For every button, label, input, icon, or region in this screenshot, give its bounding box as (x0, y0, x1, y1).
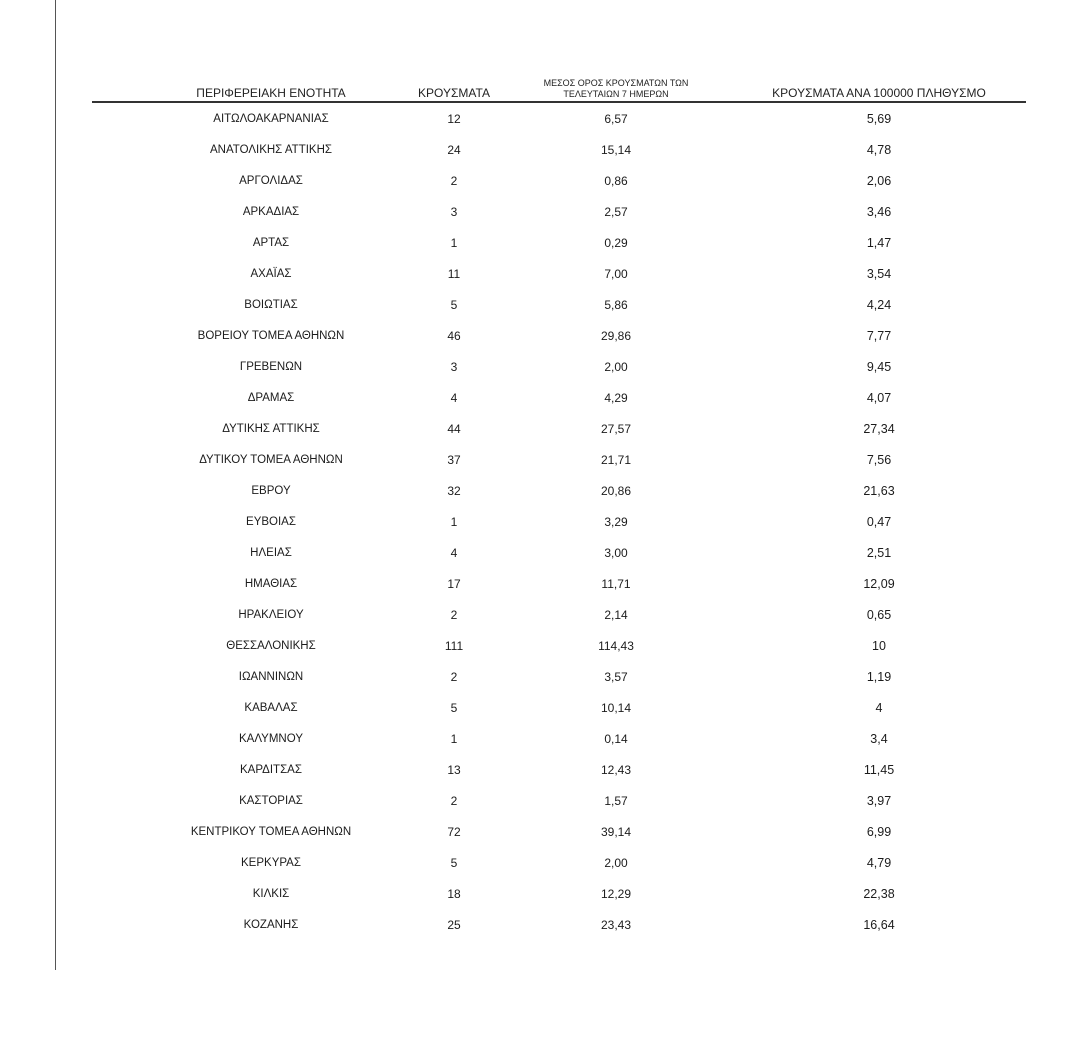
table-row (92, 816, 1026, 847)
cell-cases-per-100k: 0,65 (866, 608, 892, 622)
cell-seven-day-average: 3,29 (604, 515, 628, 529)
left-margin-rule (55, 0, 56, 970)
cell-seven-day-average: 7,00 (604, 267, 628, 281)
cell-cases-per-100k: 10 (872, 639, 886, 653)
cell-region: ΑΧΑΪΑΣ (250, 268, 292, 280)
cell-seven-day-average: 3,57 (604, 670, 628, 684)
table-row (92, 568, 1026, 599)
cell-cases: 1 (450, 515, 458, 529)
cell-seven-day-average: 12,43 (600, 763, 632, 777)
table-row (92, 630, 1026, 661)
cell-region: ΑΙΤΩΛΟΑΚΑΡΝΑΝΙΑΣ (213, 113, 329, 125)
cell-region: ΑΡΤΑΣ (252, 237, 290, 249)
cell-region: ΕΒΡΟΥ (251, 485, 291, 497)
cell-cases-per-100k: 7,56 (866, 453, 892, 467)
cell-cases-per-100k: 1,19 (866, 670, 892, 684)
header-cases-per-100k: ΚΡΟΥΣΜΑΤΑ ΑΝΑ 100000 ΠΛΗΘΥΣΜΟ (772, 86, 986, 100)
cell-region: ΗΜΑΘΙΑΣ (244, 578, 298, 590)
cell-region: ΚΕΡΚΥΡΑΣ (241, 857, 301, 869)
cell-cases-per-100k: 1,47 (866, 236, 892, 250)
cell-cases: 11 (447, 267, 461, 281)
cell-cases: 5 (450, 856, 458, 870)
table-row (92, 785, 1026, 816)
cell-cases: 25 (447, 918, 461, 932)
cell-cases: 24 (447, 143, 461, 157)
cell-cases-per-100k: 3,46 (866, 205, 892, 219)
cell-region: ΒΟΙΩΤΙΑΣ (244, 299, 298, 311)
table-row (92, 847, 1026, 878)
cell-seven-day-average: 23,43 (600, 918, 632, 932)
cell-cases-per-100k: 11,45 (863, 763, 895, 777)
cell-cases: 5 (450, 298, 458, 312)
cell-cases-per-100k: 6,99 (866, 825, 892, 839)
table-row (92, 537, 1026, 568)
cell-cases-per-100k: 4,78 (866, 143, 892, 157)
cell-seven-day-average: 10,14 (600, 701, 632, 715)
cell-region: ΔΥΤΙΚΟΥ ΤΟΜΕΑ ΑΘΗΝΩΝ (199, 454, 343, 466)
cell-cases-per-100k: 27,34 (863, 422, 895, 436)
cell-cases: 12 (447, 112, 461, 126)
header-region: ΠΕΡΙΦΕΡΕΙΑΚΗ ΕΝΟΤΗΤΑ (196, 86, 346, 100)
table-row (92, 382, 1026, 413)
cell-seven-day-average: 0,14 (604, 732, 628, 746)
cell-region: ΚΑΒΑΛΑΣ (244, 702, 298, 714)
cell-region: ΒΟΡΕΙΟΥ ΤΟΜΕΑ ΑΘΗΝΩΝ (197, 330, 345, 342)
cell-seven-day-average: 1,57 (604, 794, 628, 808)
cell-cases: 17 (447, 577, 461, 591)
cell-seven-day-average: 0,29 (604, 236, 628, 250)
cell-cases: 2 (450, 608, 458, 622)
cell-seven-day-average: 29,86 (600, 329, 632, 343)
table-row (92, 351, 1026, 382)
table-row (92, 258, 1026, 289)
table-row (92, 723, 1026, 754)
cell-seven-day-average: 39,14 (600, 825, 632, 839)
cell-seven-day-average: 114,43 (598, 639, 634, 653)
cell-region: ΚΑΣΤΟΡΙΑΣ (239, 795, 303, 807)
cell-cases: 46 (447, 329, 461, 343)
cell-cases-per-100k: 7,77 (866, 329, 892, 343)
table-row (92, 103, 1026, 134)
table-row (92, 444, 1026, 475)
cell-seven-day-average: 2,00 (604, 856, 628, 870)
header-cases: ΚΡΟΥΣΜΑΤΑ (418, 86, 490, 100)
cell-cases: 18 (447, 887, 461, 901)
cell-cases: 72 (447, 825, 461, 839)
table-row (92, 909, 1026, 940)
cell-region: ΚΙΛΚΙΣ (252, 888, 290, 900)
cell-seven-day-average: 2,57 (604, 205, 628, 219)
cell-region: ΚΟΖΑΝΗΣ (243, 919, 299, 931)
table-row (92, 754, 1026, 785)
table-header (92, 70, 1026, 103)
table-row (92, 134, 1026, 165)
header-avg-line-2: ΤΕΛΕΥΤΑΙΩΝ 7 ΗΜΕΡΩΝ (563, 89, 669, 99)
table-row (92, 320, 1026, 351)
cell-cases-per-100k: 5,69 (866, 112, 892, 126)
cell-region: ΑΡΚΑΔΙΑΣ (242, 206, 300, 218)
cell-seven-day-average: 0,86 (604, 174, 628, 188)
cell-region: ΚΑΡΔΙΤΣΑΣ (240, 764, 302, 776)
cell-region: ΔΡΑΜΑΣ (247, 392, 295, 404)
cell-seven-day-average: 6,57 (604, 112, 628, 126)
cell-seven-day-average: 20,86 (600, 484, 632, 498)
cell-region: ΚΑΛΥΜΝΟΥ (239, 733, 303, 745)
cell-region: ΑΝΑΤΟΛΙΚΗΣ ΑΤΤΙΚΗΣ (209, 144, 332, 156)
table-row (92, 165, 1026, 196)
table-row (92, 289, 1026, 320)
cell-cases: 2 (450, 174, 458, 188)
cell-cases-per-100k: 4,24 (866, 298, 892, 312)
table-row (92, 878, 1026, 909)
header-avg-line-1: ΜΕΣΟΣ ΟΡΟΣ ΚΡΟΥΣΜΑΤΩΝ ΤΩΝ (543, 78, 689, 88)
table-row (92, 227, 1026, 258)
cell-cases: 37 (447, 453, 461, 467)
cell-region: ΙΩΑΝΝΙΝΩΝ (238, 671, 304, 683)
table-row (92, 475, 1026, 506)
header-seven-day-average (506, 78, 726, 100)
cell-seven-day-average: 27,57 (600, 422, 632, 436)
cell-cases: 3 (450, 360, 458, 374)
cell-cases-per-100k: 16,64 (863, 918, 895, 932)
table-row (92, 692, 1026, 723)
cell-cases-per-100k: 12,09 (863, 577, 895, 591)
cell-region: ΗΛΕΙΑΣ (250, 547, 292, 559)
cell-cases-per-100k: 0,47 (866, 515, 892, 529)
cell-cases: 1 (450, 236, 458, 250)
cell-cases: 2 (450, 794, 458, 808)
table-row (92, 196, 1026, 227)
cell-region: ΗΡΑΚΛΕΙΟΥ (238, 609, 304, 621)
cell-cases: 44 (447, 422, 461, 436)
cell-cases-per-100k: 21,63 (863, 484, 895, 498)
cell-cases-per-100k: 3,97 (866, 794, 892, 808)
cases-table (92, 70, 1026, 940)
cell-cases-per-100k: 22,38 (863, 887, 895, 901)
cell-cases: 32 (447, 484, 461, 498)
cell-cases-per-100k: 2,51 (866, 546, 892, 560)
cell-cases-per-100k: 9,45 (866, 360, 892, 374)
table-row (92, 661, 1026, 692)
cell-cases: 111 (444, 639, 464, 653)
cell-seven-day-average: 2,14 (604, 608, 628, 622)
table-row (92, 506, 1026, 537)
cell-region: ΑΡΓΟΛΙΔΑΣ (239, 175, 303, 187)
cell-cases-per-100k: 4 (875, 701, 883, 715)
cell-cases: 4 (450, 391, 458, 405)
cell-cases-per-100k: 4,07 (866, 391, 892, 405)
cell-seven-day-average: 5,86 (604, 298, 628, 312)
cell-region: ΕΥΒΟΙΑΣ (246, 516, 296, 528)
cell-seven-day-average: 21,71 (600, 453, 632, 467)
cell-region: ΚΕΝΤΡΙΚΟΥ ΤΟΜΕΑ ΑΘΗΝΩΝ (190, 826, 352, 838)
cell-seven-day-average: 4,29 (604, 391, 628, 405)
cell-seven-day-average: 12,29 (600, 887, 632, 901)
cell-cases: 13 (447, 763, 461, 777)
cell-cases: 3 (450, 205, 458, 219)
cell-cases: 2 (450, 670, 458, 684)
table-row (92, 413, 1026, 444)
cell-seven-day-average: 3,00 (604, 546, 628, 560)
table-row (92, 599, 1026, 630)
cell-seven-day-average: 2,00 (604, 360, 628, 374)
cell-cases: 4 (450, 546, 458, 560)
cell-cases-per-100k: 4,79 (866, 856, 892, 870)
cell-cases-per-100k: 3,54 (866, 267, 892, 281)
cell-cases-per-100k: 2,06 (866, 174, 892, 188)
table-body (92, 103, 1026, 940)
cell-seven-day-average: 11,71 (601, 577, 631, 591)
cell-region: ΘΕΣΣΑΛΟΝΙΚΗΣ (226, 640, 316, 652)
cell-cases: 1 (450, 732, 458, 746)
cell-region: ΔΥΤΙΚΗΣ ΑΤΤΙΚΗΣ (222, 423, 320, 435)
cell-cases: 5 (450, 701, 458, 715)
cell-seven-day-average: 15,14 (600, 143, 632, 157)
cell-region: ΓΡΕΒΕΝΩΝ (239, 361, 303, 373)
cell-cases-per-100k: 3,4 (870, 732, 888, 746)
